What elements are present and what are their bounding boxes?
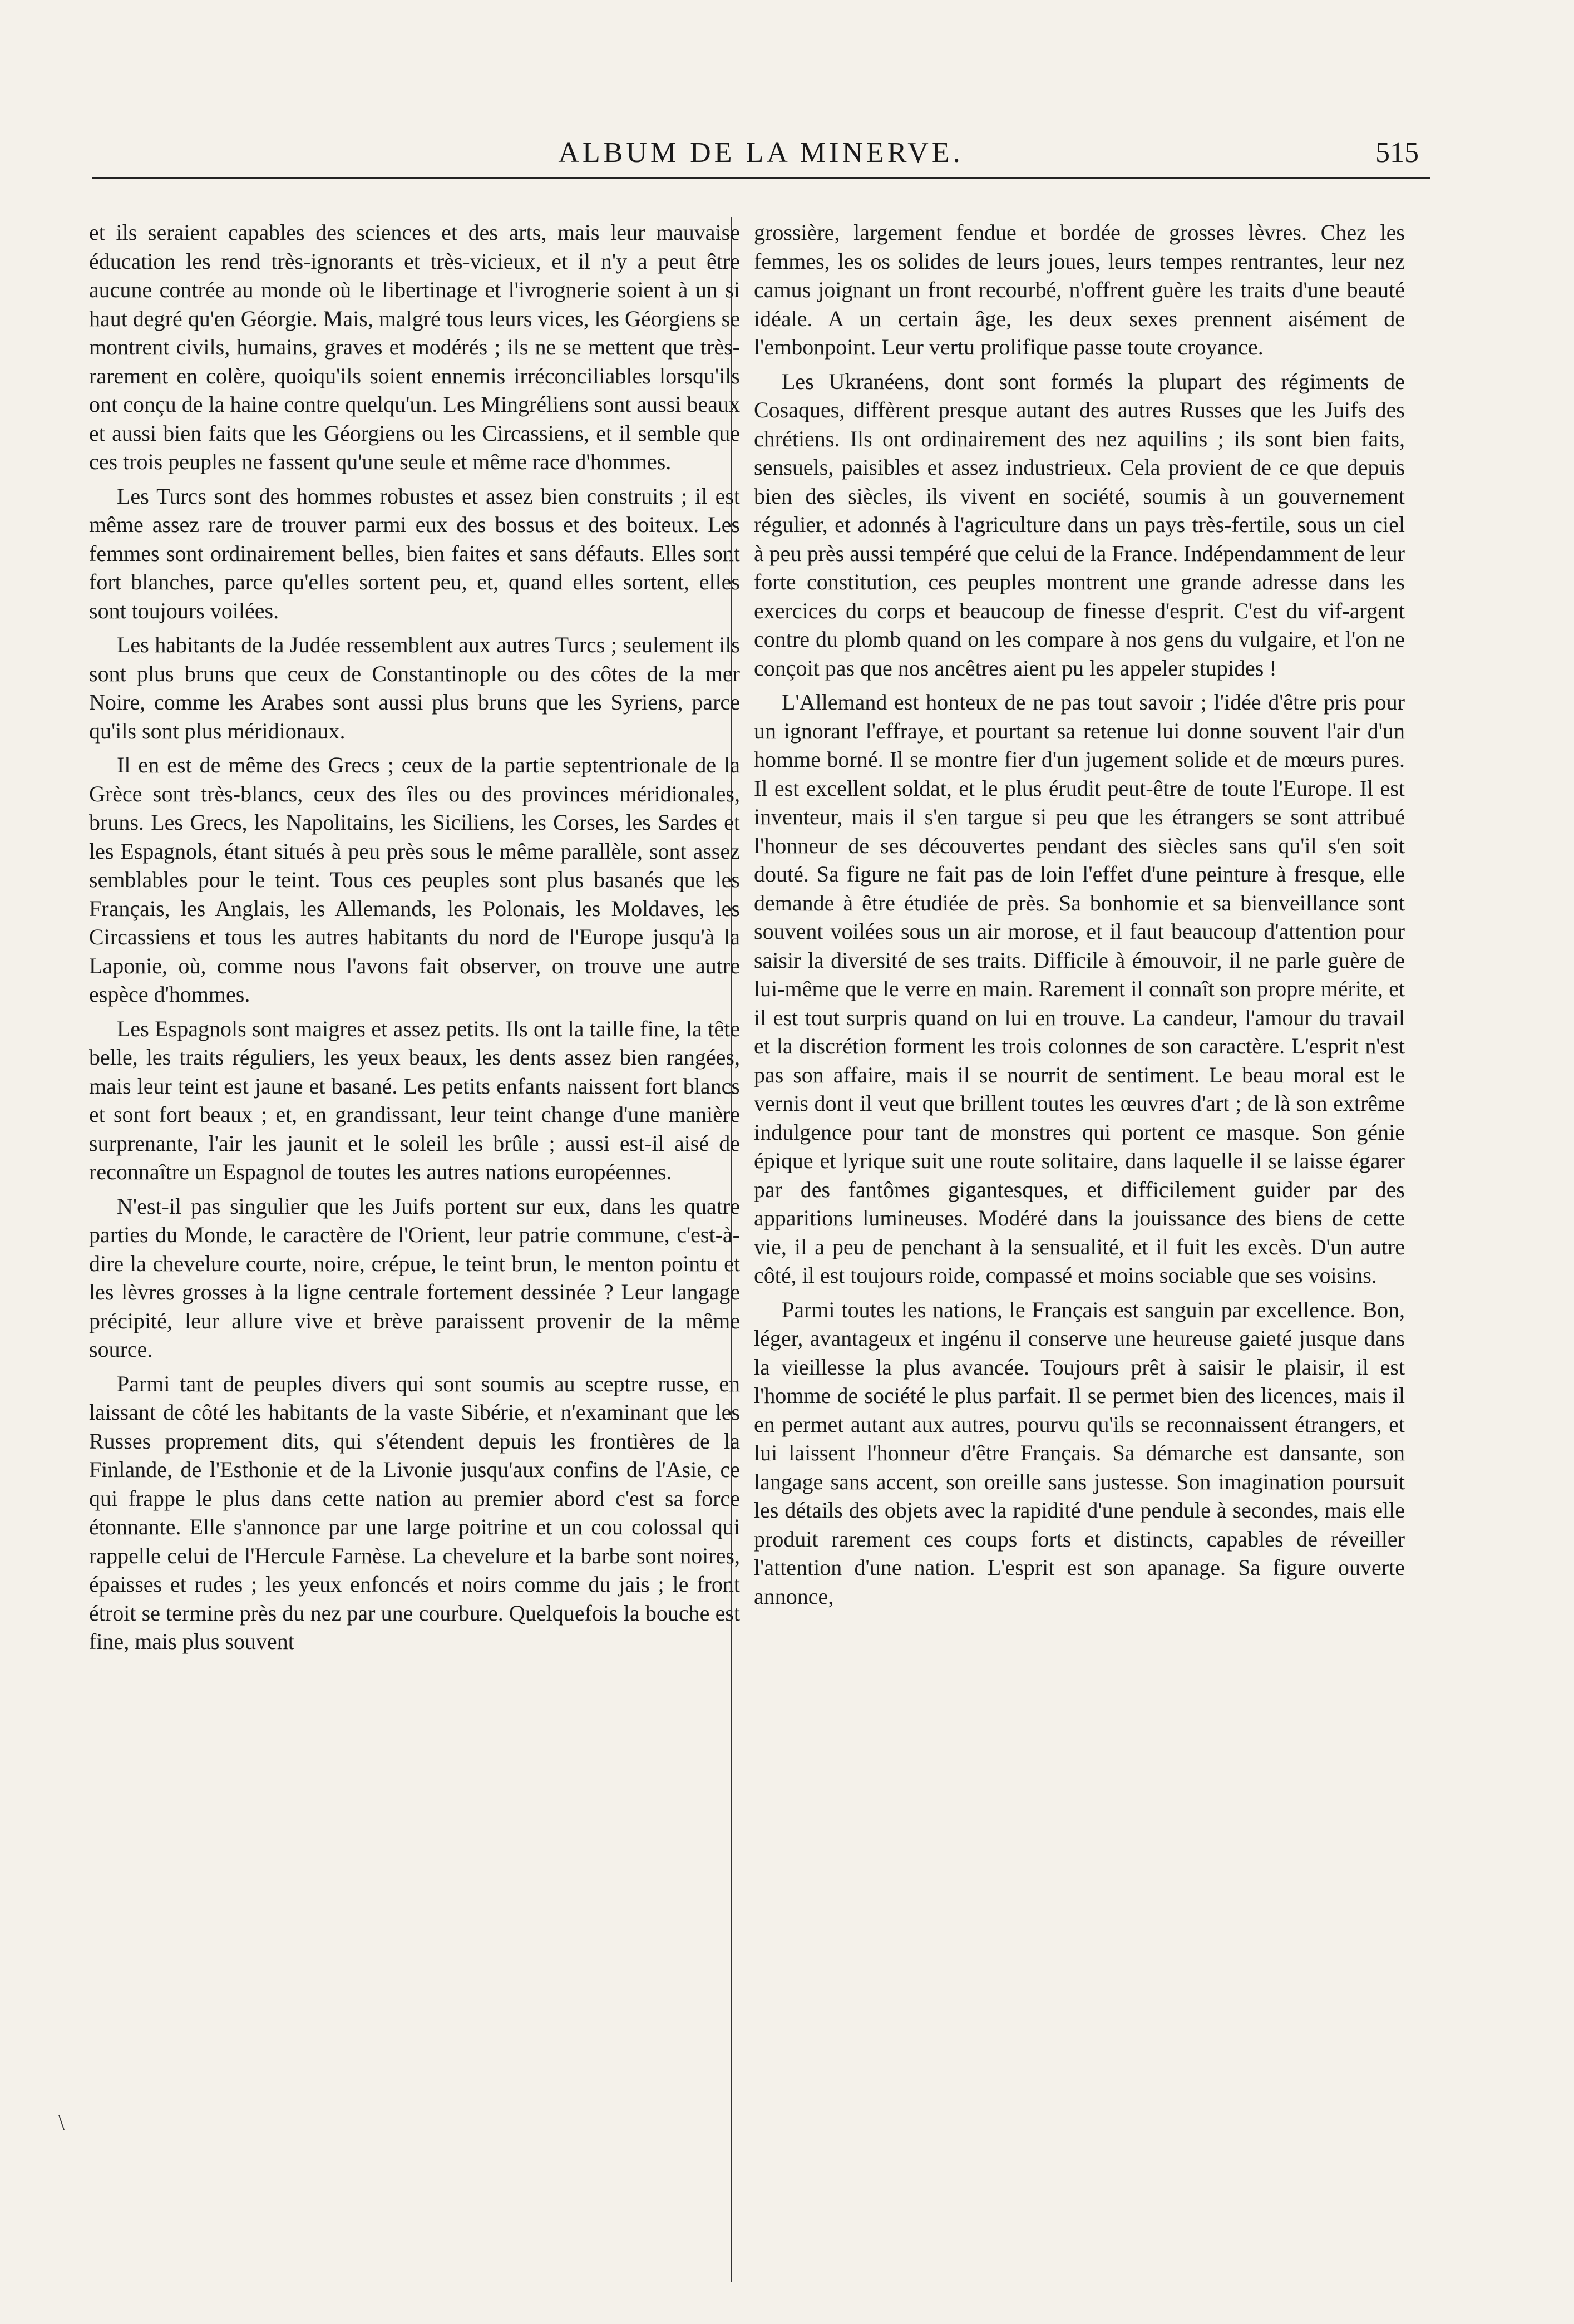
- right-column: [754, 218, 1405, 1616]
- header-rule: [92, 177, 1430, 179]
- paragraph: Les Turcs sont des hommes robustes et assez bien construits ; il est même assez rare de trouver parmi eux des bossus et des boiteux. Les femmes sont ordinairement belles, bien faites et sans défauts. Elles sont fort blanches, parce qu'elles sortent peu, et, quand elles sortent, elles sont toujours voilées.: [89, 483, 740, 623]
- paragraph: Il en est de même des Grecs ; ceux de la partie septentrionale de la Grèce sont très-blancs, ceux des îles ou des provinces méridionales, bruns. Les Grecs, les Napolitains, les Siciliens, les Corses, les Sardes et les Espagnols, étant situés à peu près sous le même parallèle, sont assez semblables pour le teint. Tous ces peuples sont plus basanés que les Français, les Anglais, les Allemands, les Polonais, les Moldaves, les Circassiens et tous les autres habitants du nord de l'Europe jusqu'à la Laponie, où, comme nous l'avons fait observer, on trouve une autre espèce d'hommes.: [89, 752, 740, 1007]
- running-header: [92, 136, 1430, 186]
- paragraph: Parmi toutes les nations, le Français est sanguin par excellence. Bon, léger, avantageux et ingénu il conserve une heureuse gaieté jusque dans la vieillesse la plus avancée. Toujours prêt à saisir le plaisir, il est l'homme de société le plus parfait. Il se permet bien des licences, mais il en permet autant aux autres, pourvu qu'ils se reconnaissent étrangers, et lui laissent l'honneur d'être Français. Sa démarche est dansante, son langage sans accent, son oreille sans justesse. Son imagination poursuit les détails des objets avec la rapidité d'une pendule à secondes, mais elle produit rarement ces coups forts et distincts, capables de réveiller l'attention d'une nation. L'esprit est son apanage. Sa figure ouverte annonce,: [754, 1297, 1405, 1609]
- paragraph: Les habitants de la Judée ressemblent aux autres Turcs ; seulement ils sont plus bruns que ceux de Constantinople ou des côtes de la mer Noire, comme les Arabes sont aussi plus bruns que les Syriens, parce qu'ils sont plus méridionaux.: [89, 632, 740, 744]
- page-number: 515: [1375, 137, 1419, 169]
- left-column: [89, 218, 740, 1662]
- paragraph: Les Espagnols sont maigres et assez petits. Ils ont la taille fine, la tête belle, les traits réguliers, les yeux beaux, les dents assez bien rangées, mais leur teint est jaune et basané. Les petits enfants naissent fort blancs et sont fort beaux ; et, en grandissant, leur teint change d'une manière surprenante, l'air les jaunit et le soleil les brûle ; aussi est-il aisé de reconnaître un Espagnol de toutes les autres nations européennes.: [89, 1016, 740, 1184]
- margin-mark: \: [58, 2110, 65, 2135]
- paragraph: Parmi tant de peuples divers qui sont soumis au sceptre russe, en laissant de côté les habitants de la vaste Sibérie, et n'examinant que les Russes proprement dits, qui s'étendent depuis les frontières de la Finlande, de l'Esthonie et de la Livonie jusqu'aux confins de l'Asie, ce qui frappe le plus dans cette nation au premier abord c'est sa force étonnante. Elle s'annonce par une large poitrine et un cou colossal qui rappelle celui de l'Hercule Farnèse. La chevelure et la barbe sont noires, épaisses et rudes ; les yeux enfoncés et noirs comme du jais ; le front étroit se termine près du nez par une courbure. Quelquefois la bouche est fine, mais plus souvent: [89, 1371, 740, 1654]
- paragraph: Les Ukranéens, dont sont formés la plupart des régiments de Cosaques, diffèrent presque autant des autres Russes que les Juifs des chrétiens. Ils ont ordinairement des nez aquilins ; ils sont bien faits, sensuels, paisibles et assez industrieux. Cela provient de ce que depuis bien des siècles, ils vivent en société, soumis à un gouvernement régulier, et adonnés à l'agriculture dans un pays très-fertile, sous un ciel à peu près aussi tempéré que celui de la France. Indépendamment de leur forte constitution, ces peuples montrent une grande adresse dans les exercices du corps et beaucoup de finesse d'esprit. C'est du vif-argent contre du plomb quand on les compare à nos gens du vulgaire, et l'on ne conçoit pas que nos ancêtres aient pu les appeler stupides !: [754, 368, 1405, 681]
- paragraph: L'Allemand est honteux de ne pas tout savoir ; l'idée d'être pris pour un ignorant l'effraye, et pourtant sa retenue lui donne souvent l'air d'un homme borné. Il se montre fier d'un jugement solide et de mœurs pures. Il est excellent soldat, et le plus érudit peut-être de toute l'Europe. Il est inventeur, mais il s'en targue si peu que les étrangers se sont attribué l'honneur de ses découvertes pendant des siècles sans qu'il s'en soit douté. Sa figure ne fait pas de loin l'effet d'une peinture à fresque, elle demande à être étudiée de près. Sa bonhomie et sa bienveillance sont souvent voilées sous un air morose, et il faut beaucoup d'attention pour saisir la diversité de ses traits. Difficile à émouvoir, il ne parle guère de lui-même que le verre en main. Rarement il connaît son propre mérite, et il est tout surpris quand on lui en trouve. La candeur, l'amour du travail et la discrétion forment les trois colonnes de son caractère. L'esprit n'est pas son affaire, mais il se nourrit de sentiment. Le beau moral est le vernis dont il veut que brillent toutes les œuvres d'art ; de là son extrême indulgence pour tant de monstres qui portent ce masque. Son génie épique et lyrique suit une route solitaire, dans laquelle il se laisse égarer par des fantômes gigantesques, et difficilement guider par des apparitions lumineuses. Modéré dans la jouissance des biens de cette vie, il a peu de penchant à la sensualité, et il fuit les excès. D'un autre côté, il est toujours roide, compassé et moins sociable que ses voisins.: [754, 690, 1405, 1288]
- header-title: ALBUM DE LA MINERVE.: [558, 137, 964, 169]
- paragraph: grossière, largement fendue et bordée de grosses lèvres. Chez les femmes, les os solides de leurs joues, leurs tempes rentrantes, leur nez camus joignant un front recourbé, n'offrent guère les traits d'une beauté idéale. A un certain âge, les deux sexes prennent aisément de l'embonpoint. Leur vertu prolifique passe toute croyance.: [754, 220, 1405, 360]
- paragraph: et ils seraient capables des sciences et des arts, mais leur mauvaise éducation les rend très-ignorants et très-vicieux, et il n'y a peut être aucune contrée au monde où le libertinage et l'ivrognerie soient à un si haut degré qu'en Géorgie. Mais, malgré tous leurs vices, les Géorgiens se montrent civils, humains, graves et modérés ; ils ne se mettent que très-rarement en colère, quoiqu'ils soient ennemis irréconciliables lorsqu'ils ont conçu de la haine contre quelqu'un. Les Mingréliens sont aussi beaux et aussi bien faits que les Géorgiens ou les Circassiens, et il semble que ces trois peuples ne fassent qu'une seule et même race d'hommes.: [89, 220, 740, 474]
- paragraph: N'est-il pas singulier que les Juifs portent sur eux, dans les quatre parties du Monde, le caractère de l'Orient, leur patrie commune, c'est-à-dire la chevelure courte, noire, crépue, le teint brun, le menton pointu et les lèvres grosses à la ligne centrale fortement dessinée ? Leur langage précipité, leur allure vive et brève paraissent provenir de la même source.: [89, 1193, 740, 1362]
